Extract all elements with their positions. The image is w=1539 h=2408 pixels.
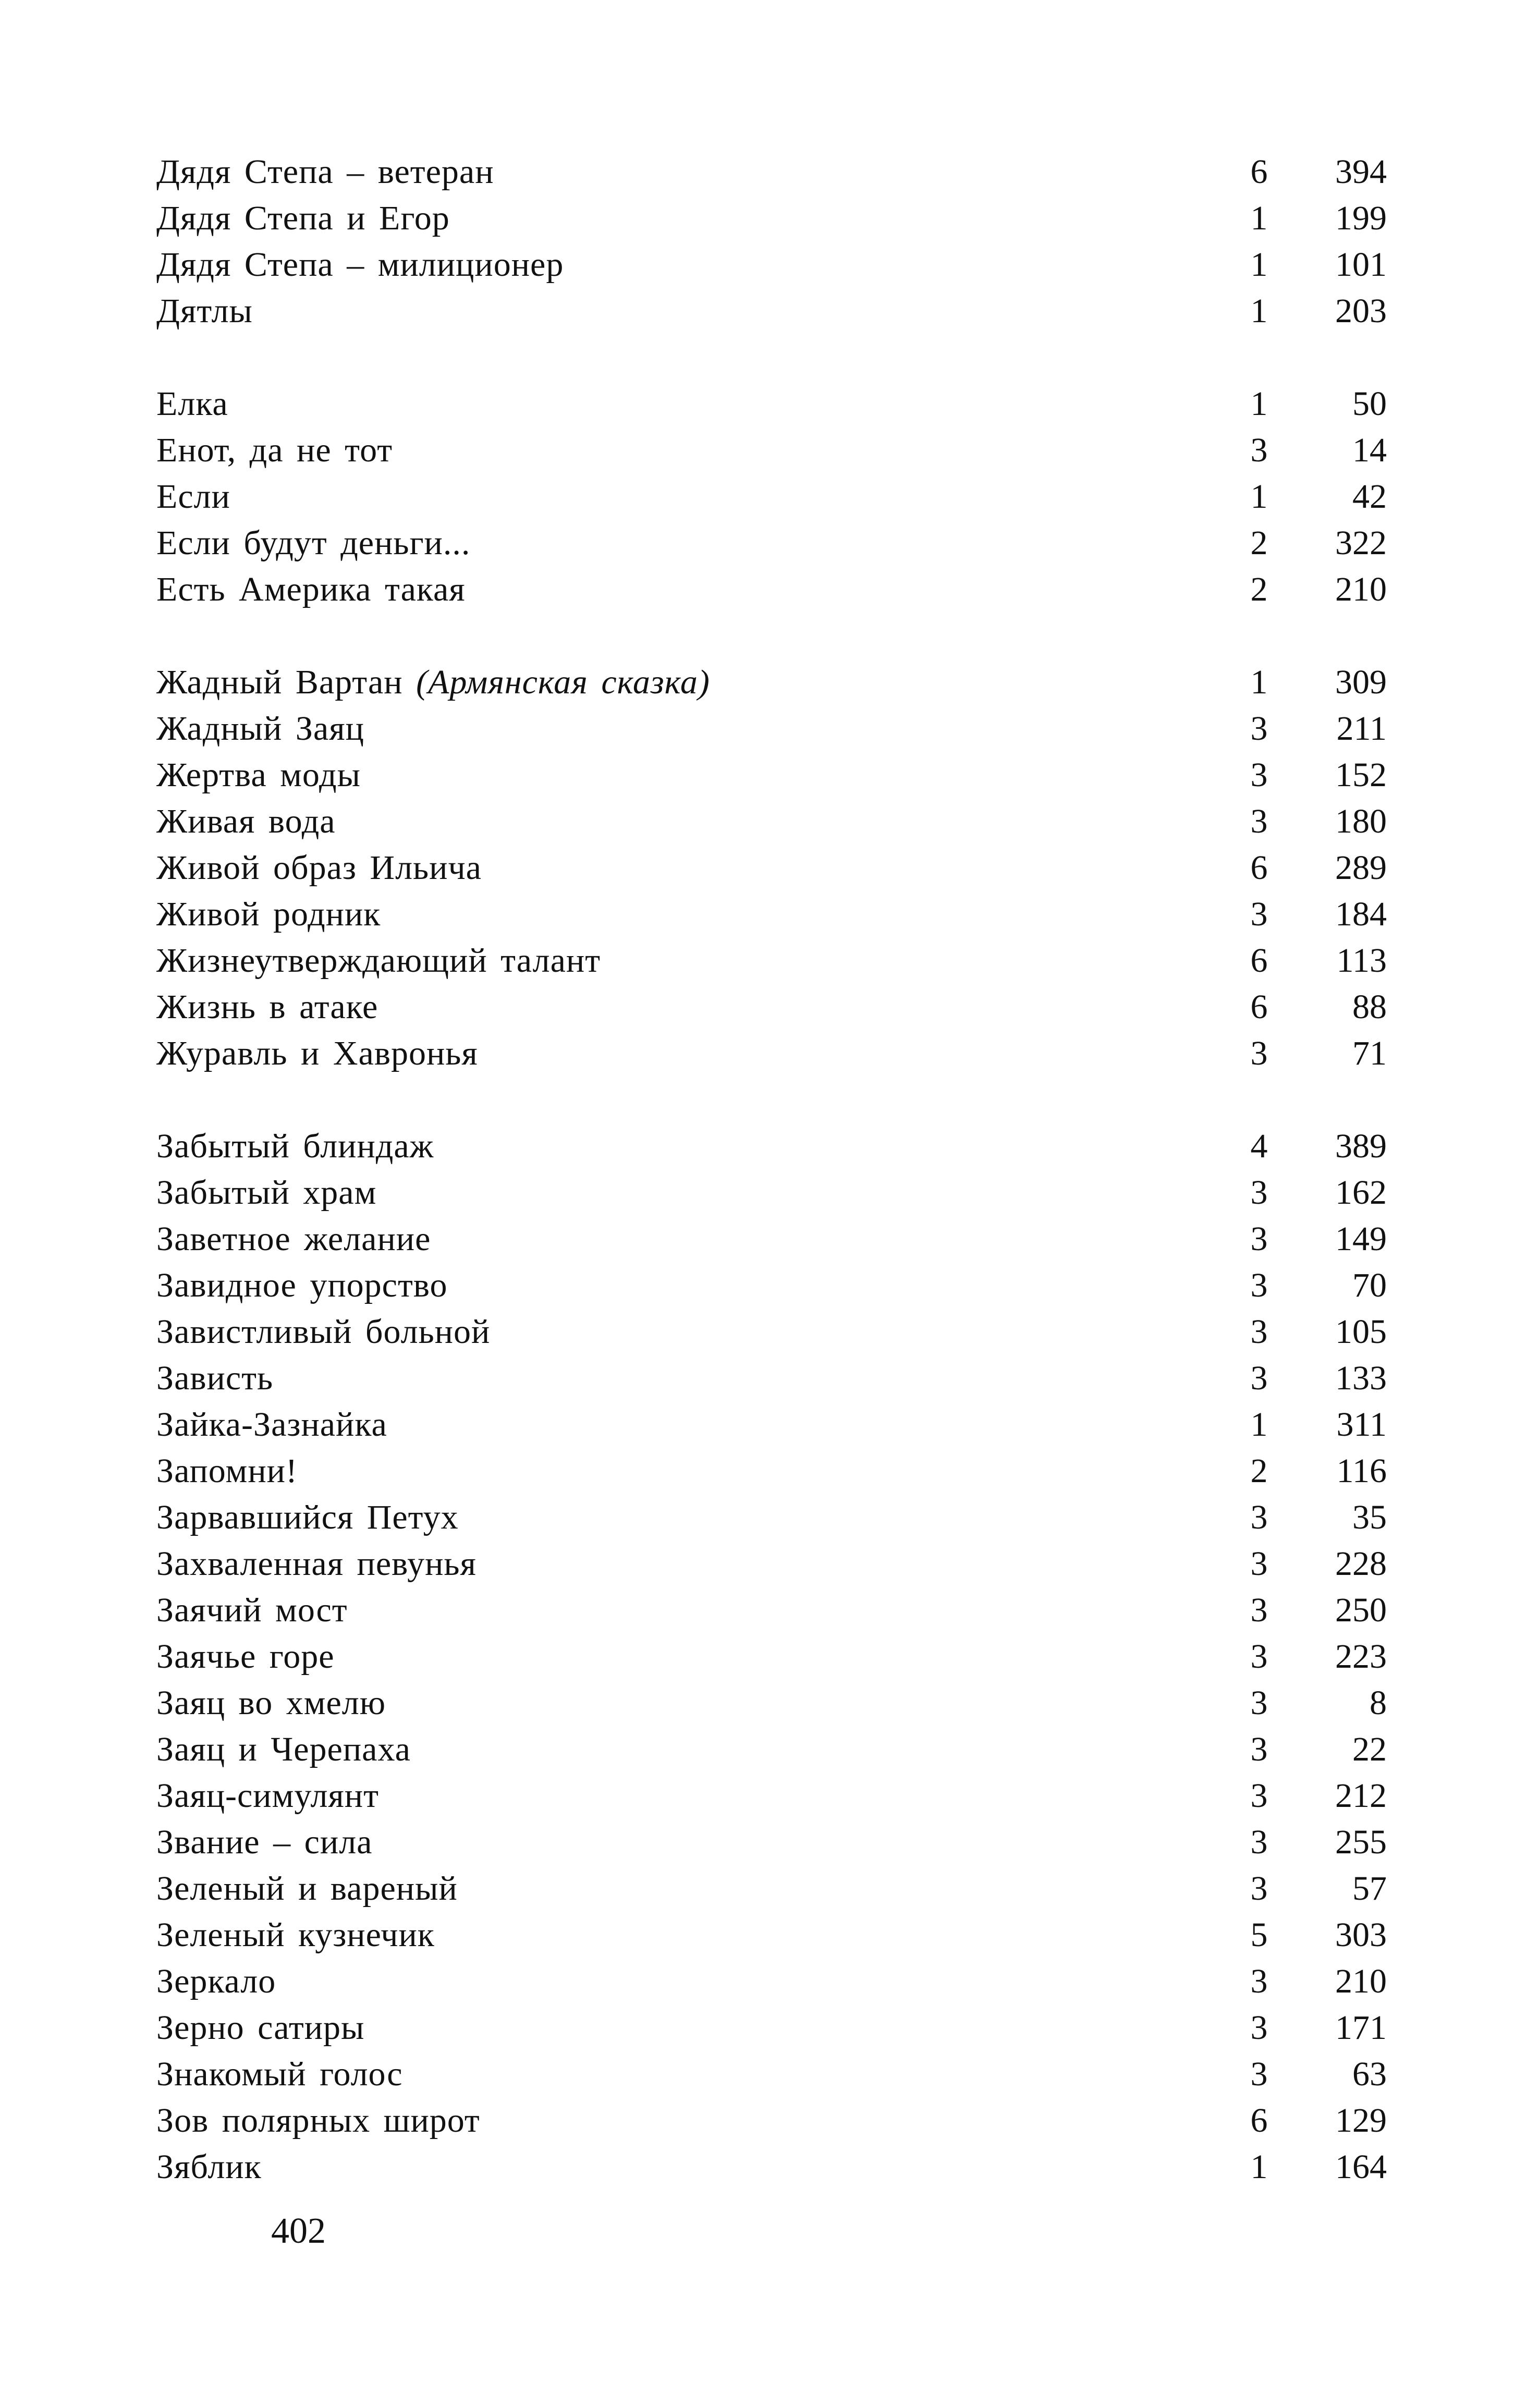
entry-title — [156, 427, 393, 473]
index-entry — [156, 937, 1402, 984]
index-entry — [156, 1494, 1402, 1541]
entry-volume: 3 — [1250, 1591, 1268, 1629]
entry-volume: 3 — [1250, 1730, 1268, 1768]
entry-title-text: Журавль и Хавронья — [156, 1034, 478, 1072]
index-entry — [156, 1448, 1402, 1494]
letter-group — [156, 1123, 1402, 2190]
entry-title — [156, 1030, 478, 1077]
index-entry — [156, 473, 1402, 520]
entry-volume: 4 — [1250, 1127, 1268, 1165]
entry-title — [156, 1726, 411, 1773]
entry-title-text: Зяблик — [156, 2148, 262, 2186]
entry-page: 71 — [1352, 1034, 1387, 1072]
entry-page: 171 — [1335, 2009, 1387, 2047]
entry-title — [156, 1401, 387, 1448]
entry-page: 35 — [1352, 1498, 1387, 1536]
entry-volume: 3 — [1250, 1266, 1268, 1304]
entry-volume: 3 — [1250, 1962, 1268, 2000]
entry-volume: 3 — [1250, 1823, 1268, 1861]
entry-title — [156, 1773, 379, 1819]
entry-page: 50 — [1352, 385, 1387, 423]
entry-title-text: Живой образ Ильича — [156, 849, 482, 887]
index-entry — [156, 752, 1402, 798]
index-entry — [156, 798, 1402, 845]
entry-page: 394 — [1335, 153, 1387, 191]
entry-title-text: Жизнеутверждающий талант — [156, 942, 601, 980]
index-entry — [156, 1587, 1402, 1633]
entry-title — [156, 1448, 298, 1494]
entry-volume: 3 — [1250, 1498, 1268, 1536]
entry-page: 210 — [1335, 570, 1387, 608]
entry-title-text: Заячий мост — [156, 1591, 348, 1629]
entry-page: 164 — [1335, 2148, 1387, 2186]
entry-title — [156, 937, 601, 984]
entry-title — [156, 1912, 435, 1958]
entry-title — [156, 845, 482, 891]
entry-volume: 3 — [1250, 1869, 1268, 1908]
entry-page: 133 — [1335, 1359, 1387, 1397]
entry-title — [156, 1123, 434, 1169]
entry-page: 129 — [1335, 2101, 1387, 2140]
entry-volume: 3 — [1250, 1545, 1268, 1583]
entry-title — [156, 1216, 431, 1262]
entry-title-text: Дятлы — [156, 292, 253, 330]
entry-title — [156, 1865, 458, 1912]
entry-volume: 5 — [1250, 1916, 1268, 1954]
entry-title — [156, 1587, 348, 1633]
contents-index — [156, 149, 1402, 2236]
entry-title-text: Зеленый и вареный — [156, 1869, 458, 1908]
entry-title-text: Елка — [156, 385, 228, 423]
letter-group — [156, 149, 1402, 334]
index-entry — [156, 1030, 1402, 1077]
entry-title-text: Жертва моды — [156, 756, 361, 794]
entry-title — [156, 1494, 459, 1541]
entry-page: 250 — [1335, 1591, 1387, 1629]
entry-title — [156, 1541, 477, 1587]
entry-title-text: Заячье горе — [156, 1637, 335, 1676]
entry-page: 42 — [1352, 478, 1387, 516]
index-entry — [156, 2004, 1402, 2051]
entry-title — [156, 984, 378, 1030]
entry-title — [156, 1355, 273, 1401]
entry-title-text: Жизнь в атаке — [156, 988, 378, 1026]
index-entry — [156, 1912, 1402, 1958]
entry-title-text: Дядя Степа – ветеран — [156, 153, 494, 191]
entry-volume: 1 — [1250, 246, 1268, 284]
entry-title-text: Забытый блиндаж — [156, 1127, 434, 1165]
entry-volume: 3 — [1250, 802, 1268, 840]
entry-page: 70 — [1352, 1266, 1387, 1304]
entry-note: (Армянская сказка) — [416, 663, 710, 701]
index-entry — [156, 520, 1402, 566]
index-entry — [156, 1309, 1402, 1355]
entry-title — [156, 659, 710, 705]
entry-title-text: Зависть — [156, 1359, 274, 1397]
entry-title-text: Дядя Степа – милиционер — [156, 246, 564, 284]
entry-page: 210 — [1335, 1962, 1387, 2000]
entry-title-text: Зарвавшийся Петух — [156, 1498, 459, 1536]
entry-title-text: Живой родник — [156, 895, 381, 933]
entry-volume: 3 — [1250, 431, 1268, 469]
entry-title — [156, 2051, 403, 2097]
entry-volume: 3 — [1250, 1220, 1268, 1258]
index-entry — [156, 659, 1402, 705]
entry-volume: 6 — [1250, 2101, 1268, 2140]
index-entry — [156, 2097, 1402, 2144]
entry-volume: 3 — [1250, 1174, 1268, 1212]
entry-title-text: Завистливый больной — [156, 1313, 491, 1351]
entry-volume: 3 — [1250, 1313, 1268, 1351]
index-entry — [156, 984, 1402, 1030]
index-entry — [156, 1865, 1402, 1912]
entry-title-text: Жадный Вартан — [156, 663, 403, 701]
index-entry — [156, 1541, 1402, 1587]
entry-volume: 3 — [1250, 1034, 1268, 1072]
entry-volume: 3 — [1250, 2009, 1268, 2047]
entry-title — [156, 1958, 276, 2004]
index-entry — [156, 891, 1402, 937]
entry-title-text: Знакомый голос — [156, 2055, 403, 2093]
index-entry — [156, 1680, 1402, 1726]
entry-title — [156, 2004, 364, 2051]
entry-page: 303 — [1335, 1916, 1387, 1954]
index-entry — [156, 195, 1402, 241]
entry-volume: 1 — [1250, 663, 1268, 701]
entry-title — [156, 1169, 376, 1216]
entry-title — [156, 381, 228, 427]
entry-title — [156, 241, 564, 288]
entry-title-text: Дядя Степа и Егор — [156, 199, 450, 237]
entry-page: 63 — [1352, 2055, 1387, 2093]
entry-title — [156, 288, 253, 334]
entry-title — [156, 473, 230, 520]
index-entry — [156, 1819, 1402, 1865]
entry-volume: 6 — [1250, 153, 1268, 191]
entry-page: 88 — [1352, 988, 1387, 1026]
entry-page: 180 — [1335, 802, 1387, 840]
entry-page: 14 — [1352, 431, 1387, 469]
entry-title-text: Есть Америка такая — [156, 570, 466, 608]
entry-volume: 3 — [1250, 1777, 1268, 1815]
entry-title — [156, 195, 450, 241]
entry-title — [156, 1680, 386, 1726]
entry-page: 322 — [1335, 524, 1387, 562]
index-entry — [156, 1633, 1402, 1680]
entry-page: 309 — [1335, 663, 1387, 701]
index-entry — [156, 845, 1402, 891]
letter-group — [156, 659, 1402, 1077]
entry-title-text: Заяц во хмелю — [156, 1684, 386, 1722]
page-number: 402 — [271, 2211, 326, 2251]
entry-page: 101 — [1335, 246, 1387, 284]
entry-title-text: Зайка-Зазнайка — [156, 1405, 387, 1444]
entry-title — [156, 1262, 448, 1309]
entry-page: 116 — [1336, 1452, 1387, 1490]
entry-title — [156, 1633, 335, 1680]
index-entry — [156, 381, 1402, 427]
entry-page: 203 — [1335, 292, 1387, 330]
index-entry — [156, 288, 1402, 334]
entry-title-text: Зеленый кузнечик — [156, 1916, 435, 1954]
entry-volume: 2 — [1250, 1452, 1268, 1490]
entry-title-text: Енот, да не тот — [156, 431, 393, 469]
index-entry — [156, 1773, 1402, 1819]
entry-page: 22 — [1352, 1730, 1387, 1768]
entry-title-text: Зов полярных широт — [156, 2101, 480, 2140]
entry-volume: 3 — [1250, 1359, 1268, 1397]
entry-volume: 1 — [1250, 199, 1268, 237]
entry-title — [156, 520, 470, 566]
entry-page: 211 — [1336, 710, 1387, 748]
entry-page: 113 — [1336, 942, 1387, 980]
entry-volume: 3 — [1250, 1637, 1268, 1676]
entry-page: 223 — [1335, 1637, 1387, 1676]
entry-title — [156, 705, 364, 752]
entry-volume: 1 — [1250, 385, 1268, 423]
index-entry — [156, 149, 1402, 195]
index-entry — [156, 2144, 1402, 2190]
entry-title — [156, 1819, 372, 1865]
entry-volume: 6 — [1250, 942, 1268, 980]
index-entry — [156, 1123, 1402, 1169]
entry-page: 311 — [1336, 1405, 1387, 1444]
entry-title-text: Если будут деньги... — [156, 524, 471, 562]
entry-title-text: Запомни! — [156, 1452, 298, 1490]
entry-title — [156, 891, 381, 937]
index-entry — [156, 1726, 1402, 1773]
entry-volume: 3 — [1250, 756, 1268, 794]
entry-volume: 1 — [1250, 292, 1268, 330]
entry-volume: 2 — [1250, 524, 1268, 562]
entry-page: 57 — [1352, 1869, 1387, 1908]
entry-page: 255 — [1335, 1823, 1387, 1861]
entry-title-text: Заяц-симулянт — [156, 1777, 379, 1815]
entry-volume: 3 — [1250, 2055, 1268, 2093]
entry-page: 212 — [1335, 1777, 1387, 1815]
entry-title-text: Заяц и Черепаха — [156, 1730, 411, 1768]
entry-title — [156, 1309, 490, 1355]
entry-page: 389 — [1335, 1127, 1387, 1165]
letter-group — [156, 381, 1402, 613]
entry-title-text: Заветное желание — [156, 1220, 431, 1258]
entry-title-text: Если — [156, 478, 230, 516]
entry-title — [156, 752, 361, 798]
entry-title — [156, 149, 494, 195]
entry-volume: 6 — [1250, 988, 1268, 1026]
entry-page: 8 — [1370, 1684, 1387, 1722]
entry-page: 105 — [1335, 1313, 1387, 1351]
entry-volume: 1 — [1250, 1405, 1268, 1444]
entry-title-text: Живая вода — [156, 802, 336, 840]
entry-page: 228 — [1335, 1545, 1387, 1583]
entry-volume: 2 — [1250, 570, 1268, 608]
entry-volume: 1 — [1250, 2148, 1268, 2186]
index-entry — [156, 566, 1402, 613]
entry-page: 199 — [1335, 199, 1387, 237]
entry-title-text: Захваленная певунья — [156, 1545, 477, 1583]
entry-title-text: Жадный Заяц — [156, 710, 364, 748]
entry-title — [156, 2097, 480, 2144]
entry-volume: 3 — [1250, 1684, 1268, 1722]
index-entry — [156, 1958, 1402, 2004]
entry-volume: 3 — [1250, 895, 1268, 933]
entry-volume: 1 — [1250, 478, 1268, 516]
entry-title-text: Завидное упорство — [156, 1266, 448, 1304]
entry-title — [156, 2144, 262, 2190]
entry-volume: 6 — [1250, 849, 1268, 887]
index-entry — [156, 427, 1402, 473]
index-entry — [156, 1401, 1402, 1448]
entry-title-text: Зеркало — [156, 1962, 276, 2000]
entry-title — [156, 798, 336, 845]
index-entry — [156, 2051, 1402, 2097]
entry-volume: 3 — [1250, 710, 1268, 748]
entry-page: 289 — [1335, 849, 1387, 887]
index-entry — [156, 241, 1402, 288]
entry-title-text: Зерно сатиры — [156, 2009, 365, 2047]
index-entry — [156, 1216, 1402, 1262]
index-entry — [156, 1355, 1402, 1401]
entry-page: 184 — [1335, 895, 1387, 933]
entry-title-text: Звание – сила — [156, 1823, 373, 1861]
entry-title-text: Забытый храм — [156, 1174, 377, 1212]
index-entry — [156, 705, 1402, 752]
index-entry — [156, 1169, 1402, 1216]
entry-title — [156, 566, 466, 613]
entry-page: 152 — [1335, 756, 1387, 794]
index-entry — [156, 1262, 1402, 1309]
entry-page: 162 — [1335, 1174, 1387, 1212]
entry-page: 149 — [1335, 1220, 1387, 1258]
